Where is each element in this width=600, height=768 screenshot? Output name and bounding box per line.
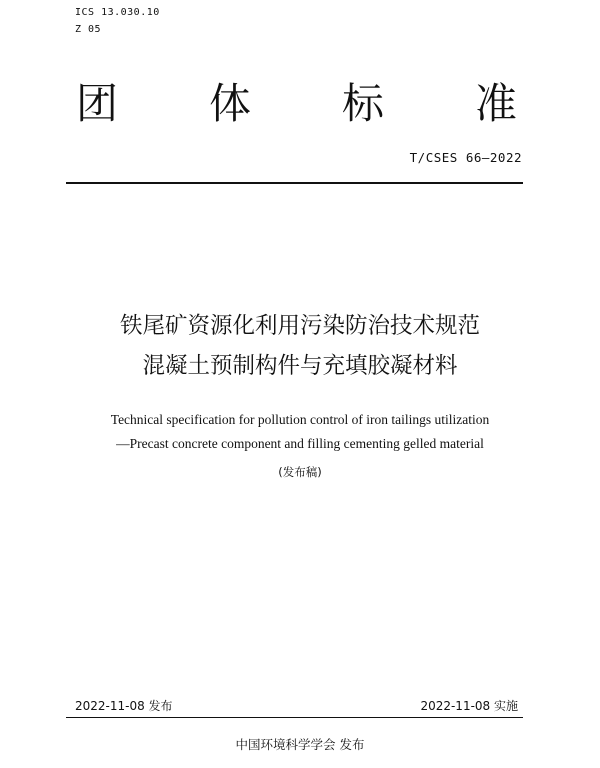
standard-type-char: 体 [209,79,252,128]
top-divider [66,182,523,184]
standard-number: T/CSES 66—2022 [409,150,522,165]
ccs-code: Z 05 [75,24,102,35]
standard-type-char: 准 [475,79,518,128]
publisher: 中国环境科学学会 发布 [235,737,365,752]
english-title-line-1: Technical specification for pollution control of iron tailings utilization [110,412,490,427]
draft-label: (发布稿) [278,465,322,479]
chinese-title-line-2: 混凝土预制构件与充填胶凝材料 [142,353,458,379]
standard-type-char: 标 [342,79,385,128]
bottom-divider [66,717,523,718]
implementation-date: 2022-11-08 实施 [420,699,518,713]
english-title-line-2: —Precast concrete component and filling cementing gelled material [116,436,484,451]
ics-code: ICS 13.030.10 [75,7,160,18]
standard-type-title [76,80,524,128]
issue-date: 2022-11-08 发布 [75,699,173,713]
standard-type-char: 团 [76,79,119,128]
chinese-title-line-1: 铁尾矿资源化利用污染防治技术规范 [119,313,480,339]
